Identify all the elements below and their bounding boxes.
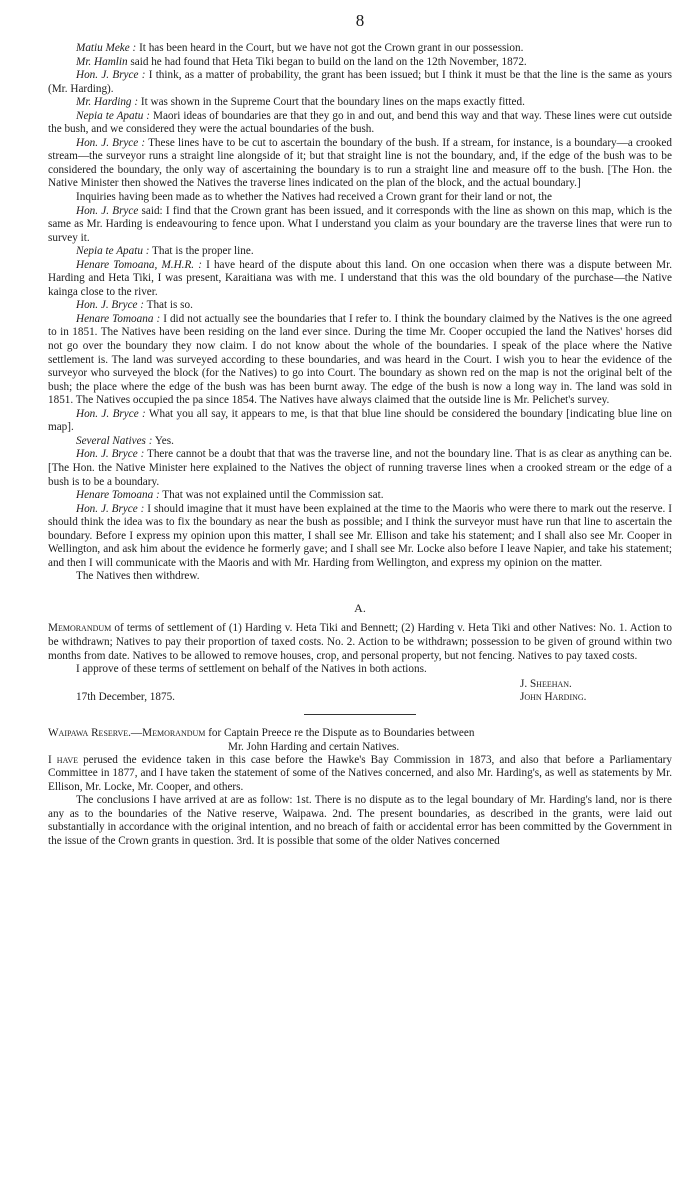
- dialogue-paragraph: [48, 299, 672, 313]
- speech-text: Inquiries having been made as to whether the Natives had received a Crown grant for their land or not, the: [76, 191, 552, 204]
- document-body: [48, 42, 672, 849]
- speech-text: said he had found that Heta Tiki began to build on the land on the 12th November, 1872.: [127, 55, 527, 68]
- dialogue-paragraph: [48, 42, 672, 56]
- speech-text: said: I find that the Crown grant has been issued, and it corresponds with the line as shown on this map, which is the same as Mr. Harding is endeavouring to fence upon. What I understand you claim as your boundary are the traverse lines that were run to survey it.: [48, 204, 672, 244]
- speech-text: There cannot be a doubt that that was the traverse line, and not the boundary line. That is as clear as anything can be. [The Hon. the Native Minister here explained to the Natives the object of running traverse lines when a crooked stream or the edge of a bush is to be a boundary.: [48, 448, 672, 488]
- memorandum-text: of terms of settlement of (1) Harding v. Heta Tiki and Bennett; (2) Harding v. Heta Tiki and other Natives: No. 1. Action to be withdrawn; Natives to pay their proportion of taxed costs. No. 2. Action to be withdrawn; possession to be given of ground within two months from date. Natives to be allowed to remove houses, crop, and personal property, but not fencing. Natives to pay taxed costs.: [48, 622, 672, 662]
- dialogue-paragraph: [48, 448, 672, 489]
- dialogue-paragraph: [48, 489, 672, 503]
- dialogue-paragraph: [48, 205, 672, 246]
- speaker-name: Hon. J. Bryce :: [76, 407, 146, 420]
- signature-block: [48, 678, 672, 705]
- speech-text: These lines have to be cut to ascertain the boundary of the bush. If a stream, for instance, is a boundary—a crooked stream—the surveyor runs a straight line alongside of it; but that straight line is not the boundary, and, if the edge of the bush was to be considered the boundary, the only way of ascertaining the boundary is to run a straight line and measure off to the bush. [The Hon. the Native Minister then showed the Natives the traverse lines indicated on the plan of the block, and the actual boundary.]: [48, 136, 672, 190]
- dialogue-paragraph: [48, 313, 672, 408]
- signature-row: [48, 678, 672, 692]
- dialogue-paragraph: [48, 259, 672, 300]
- signatory-sheehan: J. Sheehan.: [520, 677, 572, 690]
- dialogue-paragraph: [48, 96, 672, 110]
- dialogue-paragraph: [48, 435, 672, 449]
- speech-text: The Natives then withdrew.: [76, 570, 200, 583]
- speech-text: I have heard of the dispute about this land. On one occasion when there was a dispute between Mr. Harding and Heta Tiki, I was present, Karaitiana was with me. I understand that this was the old boundary of the purchase—the Native kainga close to the river.: [48, 258, 672, 298]
- speaker-name: Henare Tomoana, M.H.R. :: [76, 258, 202, 271]
- section-heading-a: A.: [354, 600, 366, 615]
- settlement-date: 17th December, 1875.: [76, 691, 175, 704]
- waipawa-heading: [48, 726, 672, 754]
- dialogue-paragraph: [48, 69, 672, 96]
- speech-text: Maori ideas of boundaries are that they go in and out, and bend this way and that way. These lines were cut outside the bush, and we considered they were the actual boundaries of the bush.: [48, 109, 673, 136]
- speech-text: Yes.: [152, 434, 174, 447]
- speaker-name: Nepia te Apatu :: [76, 109, 151, 122]
- speaker-name: Several Natives :: [76, 434, 153, 447]
- speaker-name: Henare Tomoana :: [76, 489, 160, 502]
- speaker-name: Hon. J. Bryce: [76, 204, 139, 217]
- dialogue-paragraph: [48, 110, 672, 137]
- page-number: 8: [355, 11, 365, 30]
- dialogue-paragraph: [48, 408, 672, 435]
- speech-text: It has been heard in the Court, but we have not got the Crown grant in our possession.: [136, 42, 524, 54]
- section-divider: [304, 714, 416, 715]
- dialogue-paragraph: [48, 191, 672, 205]
- settlement-memorandum: [48, 622, 672, 663]
- dialogue-paragraph: [48, 137, 672, 191]
- speech-text: I think, as a matter of probability, the grant has been issued; but I think it must be that the line is the same as yours (Mr. Harding).: [48, 69, 672, 95]
- speaker-name: Hon. J. Bryce :: [76, 448, 145, 461]
- speaker-name: Hon. J. Bryce :: [76, 502, 145, 515]
- dialogue-paragraph: [48, 503, 672, 571]
- speech-text: That is so.: [144, 299, 193, 312]
- waipawa-heading-text: for Captain Preece re the Dispute as to Boundaries between: [205, 726, 475, 739]
- dialogue-section: [48, 42, 672, 584]
- approval-statement: I approve of these terms of settlement on behalf of the Natives in both actions.: [76, 663, 427, 676]
- signature-row: [48, 691, 672, 705]
- waipawa-lead: I have: [48, 753, 78, 766]
- dialogue-paragraph: [48, 56, 672, 70]
- waipawa-paragraph-2: The conclusions I have arrived at are as follow: 1st. There is no dispute as to the legal boundary of Mr. Harding's land, nor is there any as to the boundaries of the Native reserve, Waipawa. 2nd. The present boundaries, as described in the grants, were laid out substantially in accordance with the original intention, and no breach of faith or accidental error has been committed by the Government in the issue of the Crown grants in question. 3rd. It is possible that some of the older Natives concerned: [48, 794, 672, 847]
- speaker-name: Hon. J. Bryce :: [76, 136, 146, 149]
- waipawa-paragraph-1: [48, 754, 672, 795]
- dialogue-paragraph: [48, 570, 672, 584]
- speaker-name: Mr. Hamlin: [76, 55, 128, 68]
- speaker-name: Hon. J. Bryce :: [76, 69, 146, 82]
- speaker-name: Hon. J. Bryce :: [76, 299, 145, 312]
- memorandum-label: Memorandum: [48, 622, 112, 635]
- waipawa-paragraph-1-text: perused the evidence taken in this case before the Hawke's Bay Commission in 1873, and also that before a Parliamentary Committee in 1877, and I have taken the statement of some of the Natives concerned, and also Mr. Harding's, as well as statements by Mr. Ellison, Mr. Locke, Mr. Cooper, and others.: [48, 753, 673, 793]
- speaker-name: Nepia te Apatu :: [76, 245, 150, 258]
- speaker-name: Henare Tomoana :: [76, 312, 161, 325]
- speech-text: What you all say, it appears to me, is that that blue line should be considered the boundary [indicating blue line on map].: [48, 407, 672, 434]
- waipawa-heading-continuation: Mr. John Harding and certain Natives.: [228, 740, 400, 753]
- waipawa-heading-label: Waipawa Reserve.—Memorandum: [48, 726, 206, 739]
- speech-text: I should imagine that it must have been explained at the time to the Maoris who were there to mark out the reserve. I should think the idea was to fix the boundary as near the bush as possible; and I think the surveyor must have run that line to ascertain the boundary. Before I express my opinion upon this matter, I shall see Mr. Ellison and take his statement; and I shall also see Mr. Cooper in Wellington, and ask him about the evidence he formerly gave; and I shall see Mr. Locke also before I leave Napier, and take his statement; and then I will communicate with the Maoris and with Mr. Harding from Wellington, and express my opinion on the matter.: [48, 502, 672, 569]
- speaker-name: Mr. Harding :: [76, 96, 139, 109]
- speech-text: It was shown in the Supreme Court that the boundary lines on the maps exactly fitted.: [138, 96, 525, 109]
- speech-text: That was not explained until the Commission sat.: [159, 489, 384, 502]
- speech-text: That is the proper line.: [149, 245, 254, 258]
- speaker-name: Matiu Meke :: [76, 42, 137, 54]
- dialogue-paragraph: [48, 245, 672, 259]
- signatory-harding: John Harding.: [520, 691, 587, 704]
- speech-text: I did not actually see the boundaries that I refer to. I think the boundary claimed by the Natives is the one agreed to in 1851. The Natives have been residing on the land ever since. During the time Mr. Cooper occupied the land the Natives' horses did not go over the boundary they now claim. I do not know about the whole of the boundaries. I speak of the place where the Native settlement is. The land was surveyed according to these boundaries, and was heard in the Court. I wish you to hear the evidence of the surveyor who surveyed the block (for the Natives) to go into Court. The boundary as shown red on the map is not the original belt of the bush; the place where the edge of the bush was has been burnt away. The edge of the bush is now a long way in. The land was sold in 1851. The Natives occupied the pa since 1854. The Natives have always claimed that the outside line is Mr. Pelichet's survey.: [48, 312, 672, 407]
